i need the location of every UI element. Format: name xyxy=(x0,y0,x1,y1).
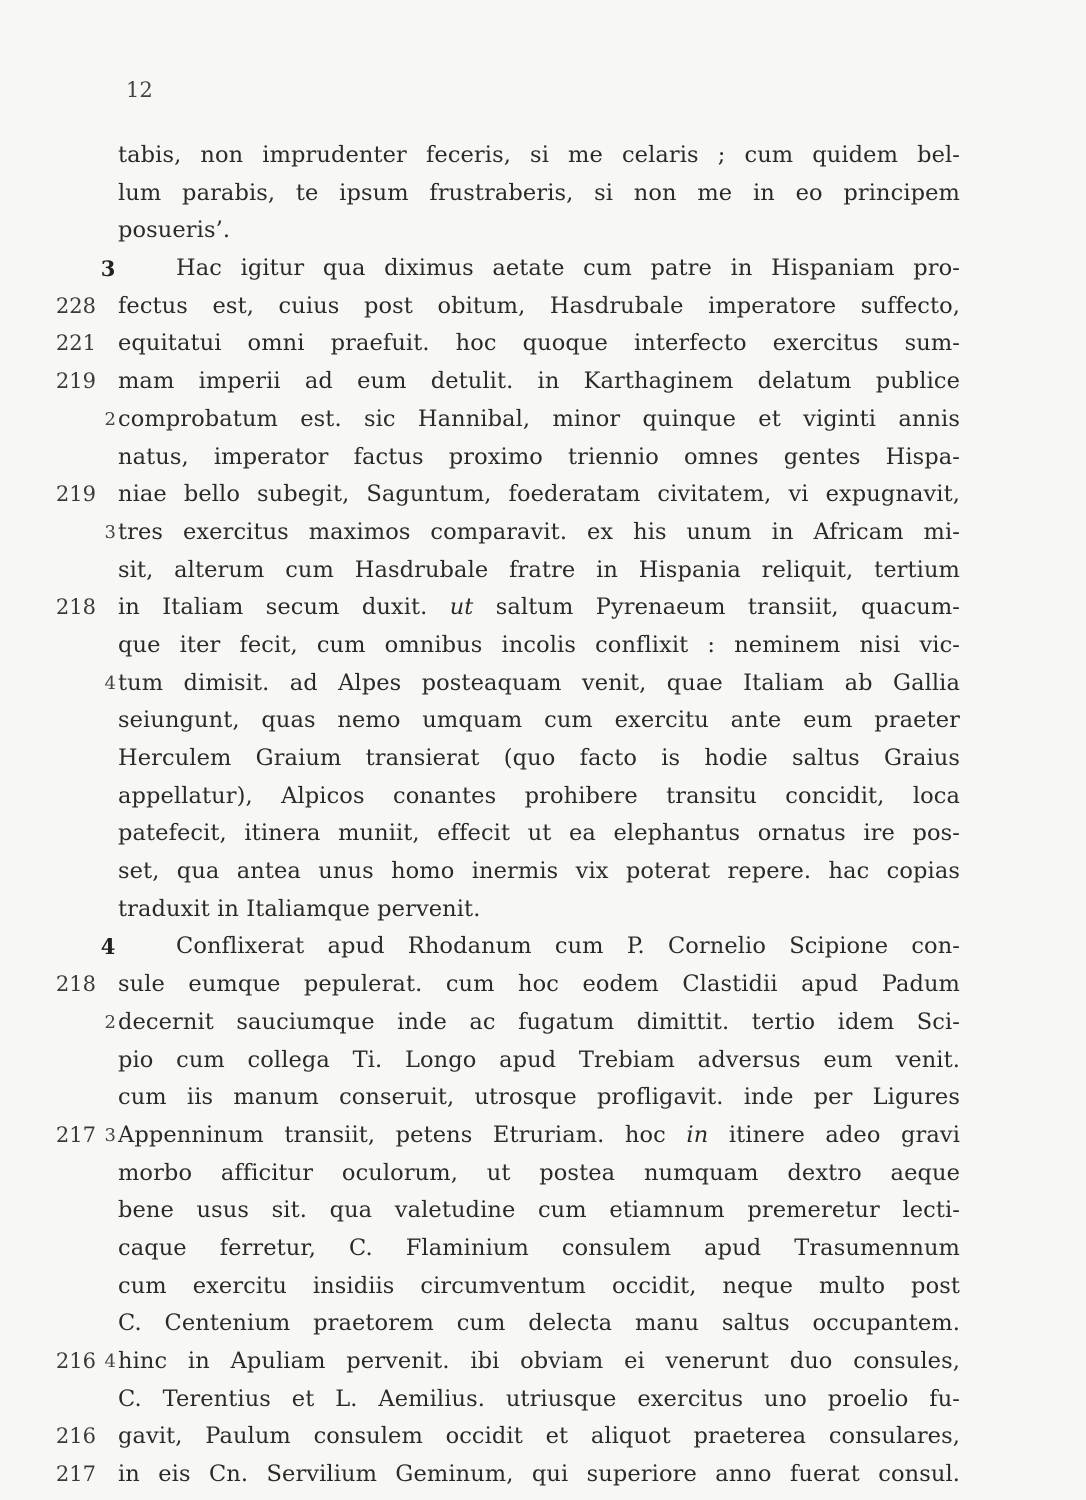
line-text xyxy=(118,1268,960,1306)
text-line xyxy=(0,1079,1086,1117)
text-segment: in Italiam secum duxit. xyxy=(118,594,450,621)
text-line xyxy=(0,325,1086,363)
text-line xyxy=(0,1305,1086,1343)
line-text xyxy=(176,250,960,288)
text-body xyxy=(0,137,1086,1494)
line-text xyxy=(118,514,960,552)
text-line xyxy=(0,778,1086,816)
italic-word: in xyxy=(686,1121,709,1148)
text-segment: seiungunt, quas nemo umquam cum exercitu ante eum praeter xyxy=(118,707,960,734)
text-line xyxy=(0,1117,1086,1155)
text-segment: decernit sauciumque inde ac fugatum dimittit. tertio idem Sci- xyxy=(118,1008,960,1035)
line-text xyxy=(118,212,960,250)
margin-year: 217 xyxy=(55,1122,96,1147)
line-text xyxy=(118,552,960,590)
text-line xyxy=(0,853,1086,891)
text-line xyxy=(0,175,1086,213)
text-segment: mam imperii ad eum detulit. in Karthaginem delatum publice xyxy=(118,368,960,395)
text-segment: tres exercitus maximos comparavit. ex his unum in Africam mi- xyxy=(118,518,960,545)
text-line xyxy=(0,665,1086,703)
text-line xyxy=(0,815,1086,853)
text-segment: C. Centenium praetorem cum delecta manu saltus occupantem. xyxy=(118,1310,960,1337)
subsection-number: 4 xyxy=(104,1351,116,1372)
text-segment: tum dimisit. ad Alpes posteaquam venit, quae Italiam ab Gallia xyxy=(118,669,960,696)
section-number: 4 xyxy=(100,934,116,960)
subsection-number: 3 xyxy=(104,1124,116,1146)
line-text xyxy=(118,363,960,401)
line-text xyxy=(118,589,960,627)
text-segment: cum exercitu insidiis circumventum occidit, neque multo post xyxy=(118,1272,960,1299)
margin-year: 218 xyxy=(55,972,96,997)
line-text xyxy=(118,1381,960,1419)
text-segment: set, qua antea unus homo inermis vix poterat repere. hac copias xyxy=(118,858,960,885)
line-text xyxy=(118,627,960,665)
text-line xyxy=(0,1042,1086,1080)
line-text xyxy=(118,778,960,816)
text-line xyxy=(0,966,1086,1004)
line-text xyxy=(118,1456,960,1494)
text-line xyxy=(0,363,1086,401)
text-line xyxy=(0,740,1086,778)
page-number: 12 xyxy=(126,78,153,102)
margin-year: 217 xyxy=(55,1462,96,1487)
margin-year: 219 xyxy=(55,482,96,507)
text-segment: Herculem Graium transierat (quo facto is hodie saltus Graius xyxy=(118,745,960,771)
line-text xyxy=(118,1117,960,1155)
line-text xyxy=(118,137,960,175)
text-line xyxy=(0,439,1086,477)
text-segment: traduxit in Italiamque pervenit. xyxy=(118,895,481,922)
line-text xyxy=(118,1042,960,1080)
line-text xyxy=(118,1418,960,1456)
text-line xyxy=(0,627,1086,665)
text-segment: posueris’. xyxy=(118,217,231,244)
line-text xyxy=(118,665,960,703)
text-line xyxy=(0,1343,1086,1381)
text-line xyxy=(0,514,1086,552)
line-text xyxy=(118,1155,960,1193)
text-line xyxy=(0,1381,1086,1419)
text-segment: itinere adeo gravi xyxy=(708,1121,961,1148)
text-segment: hinc in Apuliam pervenit. ibi obviam ei venerunt duo consules, xyxy=(118,1348,960,1374)
text-line xyxy=(0,702,1086,740)
text-segment: lum parabis, te ipsum frustraberis, si non me in eo principem xyxy=(118,179,960,206)
text-segment: fectus est, cuius post obitum, Hasdrubale imperatore suffecto, xyxy=(118,292,960,319)
text-segment: sule eumque pepulerat. cum hoc eodem Clastidii apud Padum xyxy=(118,971,960,998)
text-segment: Appenninum transiit, petens Etruriam. hoc xyxy=(118,1121,687,1148)
text-line xyxy=(0,476,1086,514)
subsection-number: 2 xyxy=(104,1011,116,1033)
text-segment: tabis, non imprudenter feceris, si me celaris ; cum quidem bel- xyxy=(118,142,960,168)
line-text xyxy=(118,288,960,326)
text-line xyxy=(0,1004,1086,1042)
margin-year: 216 xyxy=(55,1349,96,1373)
text-line xyxy=(0,1192,1086,1230)
text-segment: saltum Pyrenaeum transiit, quacum- xyxy=(473,594,960,621)
subsection-number: 4 xyxy=(104,672,116,694)
text-line xyxy=(0,928,1086,966)
text-segment: Hac igitur qua diximus aetate cum patre in Hispaniam pro- xyxy=(176,255,960,282)
text-line xyxy=(0,1230,1086,1268)
text-line xyxy=(0,589,1086,627)
line-text xyxy=(118,853,960,891)
text-line xyxy=(0,137,1086,175)
text-line xyxy=(0,1418,1086,1456)
text-segment: gavit, Paulum consulem occidit et aliquot praeterea consulares, xyxy=(118,1423,960,1450)
line-text xyxy=(118,966,960,1004)
text-segment: pio cum collega Ti. Longo apud Trebiam adversus eum venit. xyxy=(118,1046,960,1073)
line-text xyxy=(176,928,960,966)
text-segment: morbo afficitur oculorum, ut postea numquam dextro aeque xyxy=(118,1159,960,1186)
text-segment: Conflixerat apud Rhodanum cum P. Cornelio Scipione con- xyxy=(176,933,960,960)
margin-year: 221 xyxy=(55,331,96,356)
text-segment: equitatui omni praefuit. hoc quoque interfecto exercitus sum- xyxy=(118,330,960,357)
subsection-number: 2 xyxy=(104,408,116,430)
line-text xyxy=(118,740,960,778)
text-line xyxy=(0,1268,1086,1306)
text-line xyxy=(0,401,1086,439)
line-text xyxy=(118,175,960,213)
text-line xyxy=(0,250,1086,288)
line-text xyxy=(118,1192,960,1230)
text-segment: appellatur), Alpicos conantes prohibere transitu concidit, loca xyxy=(118,782,960,809)
text-segment: que iter fecit, cum omnibus incolis conflixit : neminem nisi vic- xyxy=(118,631,960,658)
line-text xyxy=(118,401,960,439)
line-text xyxy=(118,1305,960,1343)
text-segment: bene usus sit. qua valetudine cum etiamnum premeretur lecti- xyxy=(118,1197,960,1224)
text-segment: niae bello subegit, Saguntum, foederatam civitatem, vi expugnavit, xyxy=(118,481,960,508)
line-text xyxy=(118,439,960,477)
line-text xyxy=(118,1230,960,1268)
text-line xyxy=(0,1456,1086,1494)
text-segment: comprobatum est. sic Hannibal, minor quinque et viginti annis xyxy=(118,405,960,432)
text-line xyxy=(0,1155,1086,1193)
text-line xyxy=(0,212,1086,250)
text-line xyxy=(0,552,1086,590)
text-line xyxy=(0,288,1086,326)
italic-word: ut xyxy=(449,594,474,621)
margin-year: 218 xyxy=(55,595,96,620)
margin-year: 219 xyxy=(55,369,96,394)
text-segment: caque ferretur, C. Flaminium consulem apud Trasumennum xyxy=(118,1234,960,1261)
text-segment: sit, alterum cum Hasdrubale fratre in Hispania reliquit, tertium xyxy=(118,556,960,583)
text-segment: natus, imperator factus proximo triennio omnes gentes Hispa- xyxy=(118,443,960,470)
text-line xyxy=(0,891,1086,929)
margin-year: 228 xyxy=(55,293,96,318)
line-text xyxy=(118,1004,960,1042)
text-segment: C. Terentius et L. Aemilius. utriusque exercitus uno proelio fu- xyxy=(118,1385,960,1412)
line-text xyxy=(118,1079,960,1117)
text-segment: in eis Cn. Servilium Geminum, qui superiore anno fuerat consul. xyxy=(118,1461,960,1488)
line-text xyxy=(118,702,960,740)
subsection-number: 3 xyxy=(104,521,116,543)
text-segment: patefecit, itinera muniit, effecit ut ea elephantus ornatus ire pos- xyxy=(118,820,960,847)
line-text xyxy=(118,815,960,853)
line-text xyxy=(118,891,960,929)
margin-year: 216 xyxy=(55,1424,96,1449)
text-segment: cum iis manum conseruit, utrosque profligavit. inde per Ligures xyxy=(118,1084,960,1111)
line-text xyxy=(118,325,960,363)
section-number: 3 xyxy=(100,256,116,282)
line-text xyxy=(118,476,960,514)
line-text xyxy=(118,1343,960,1381)
